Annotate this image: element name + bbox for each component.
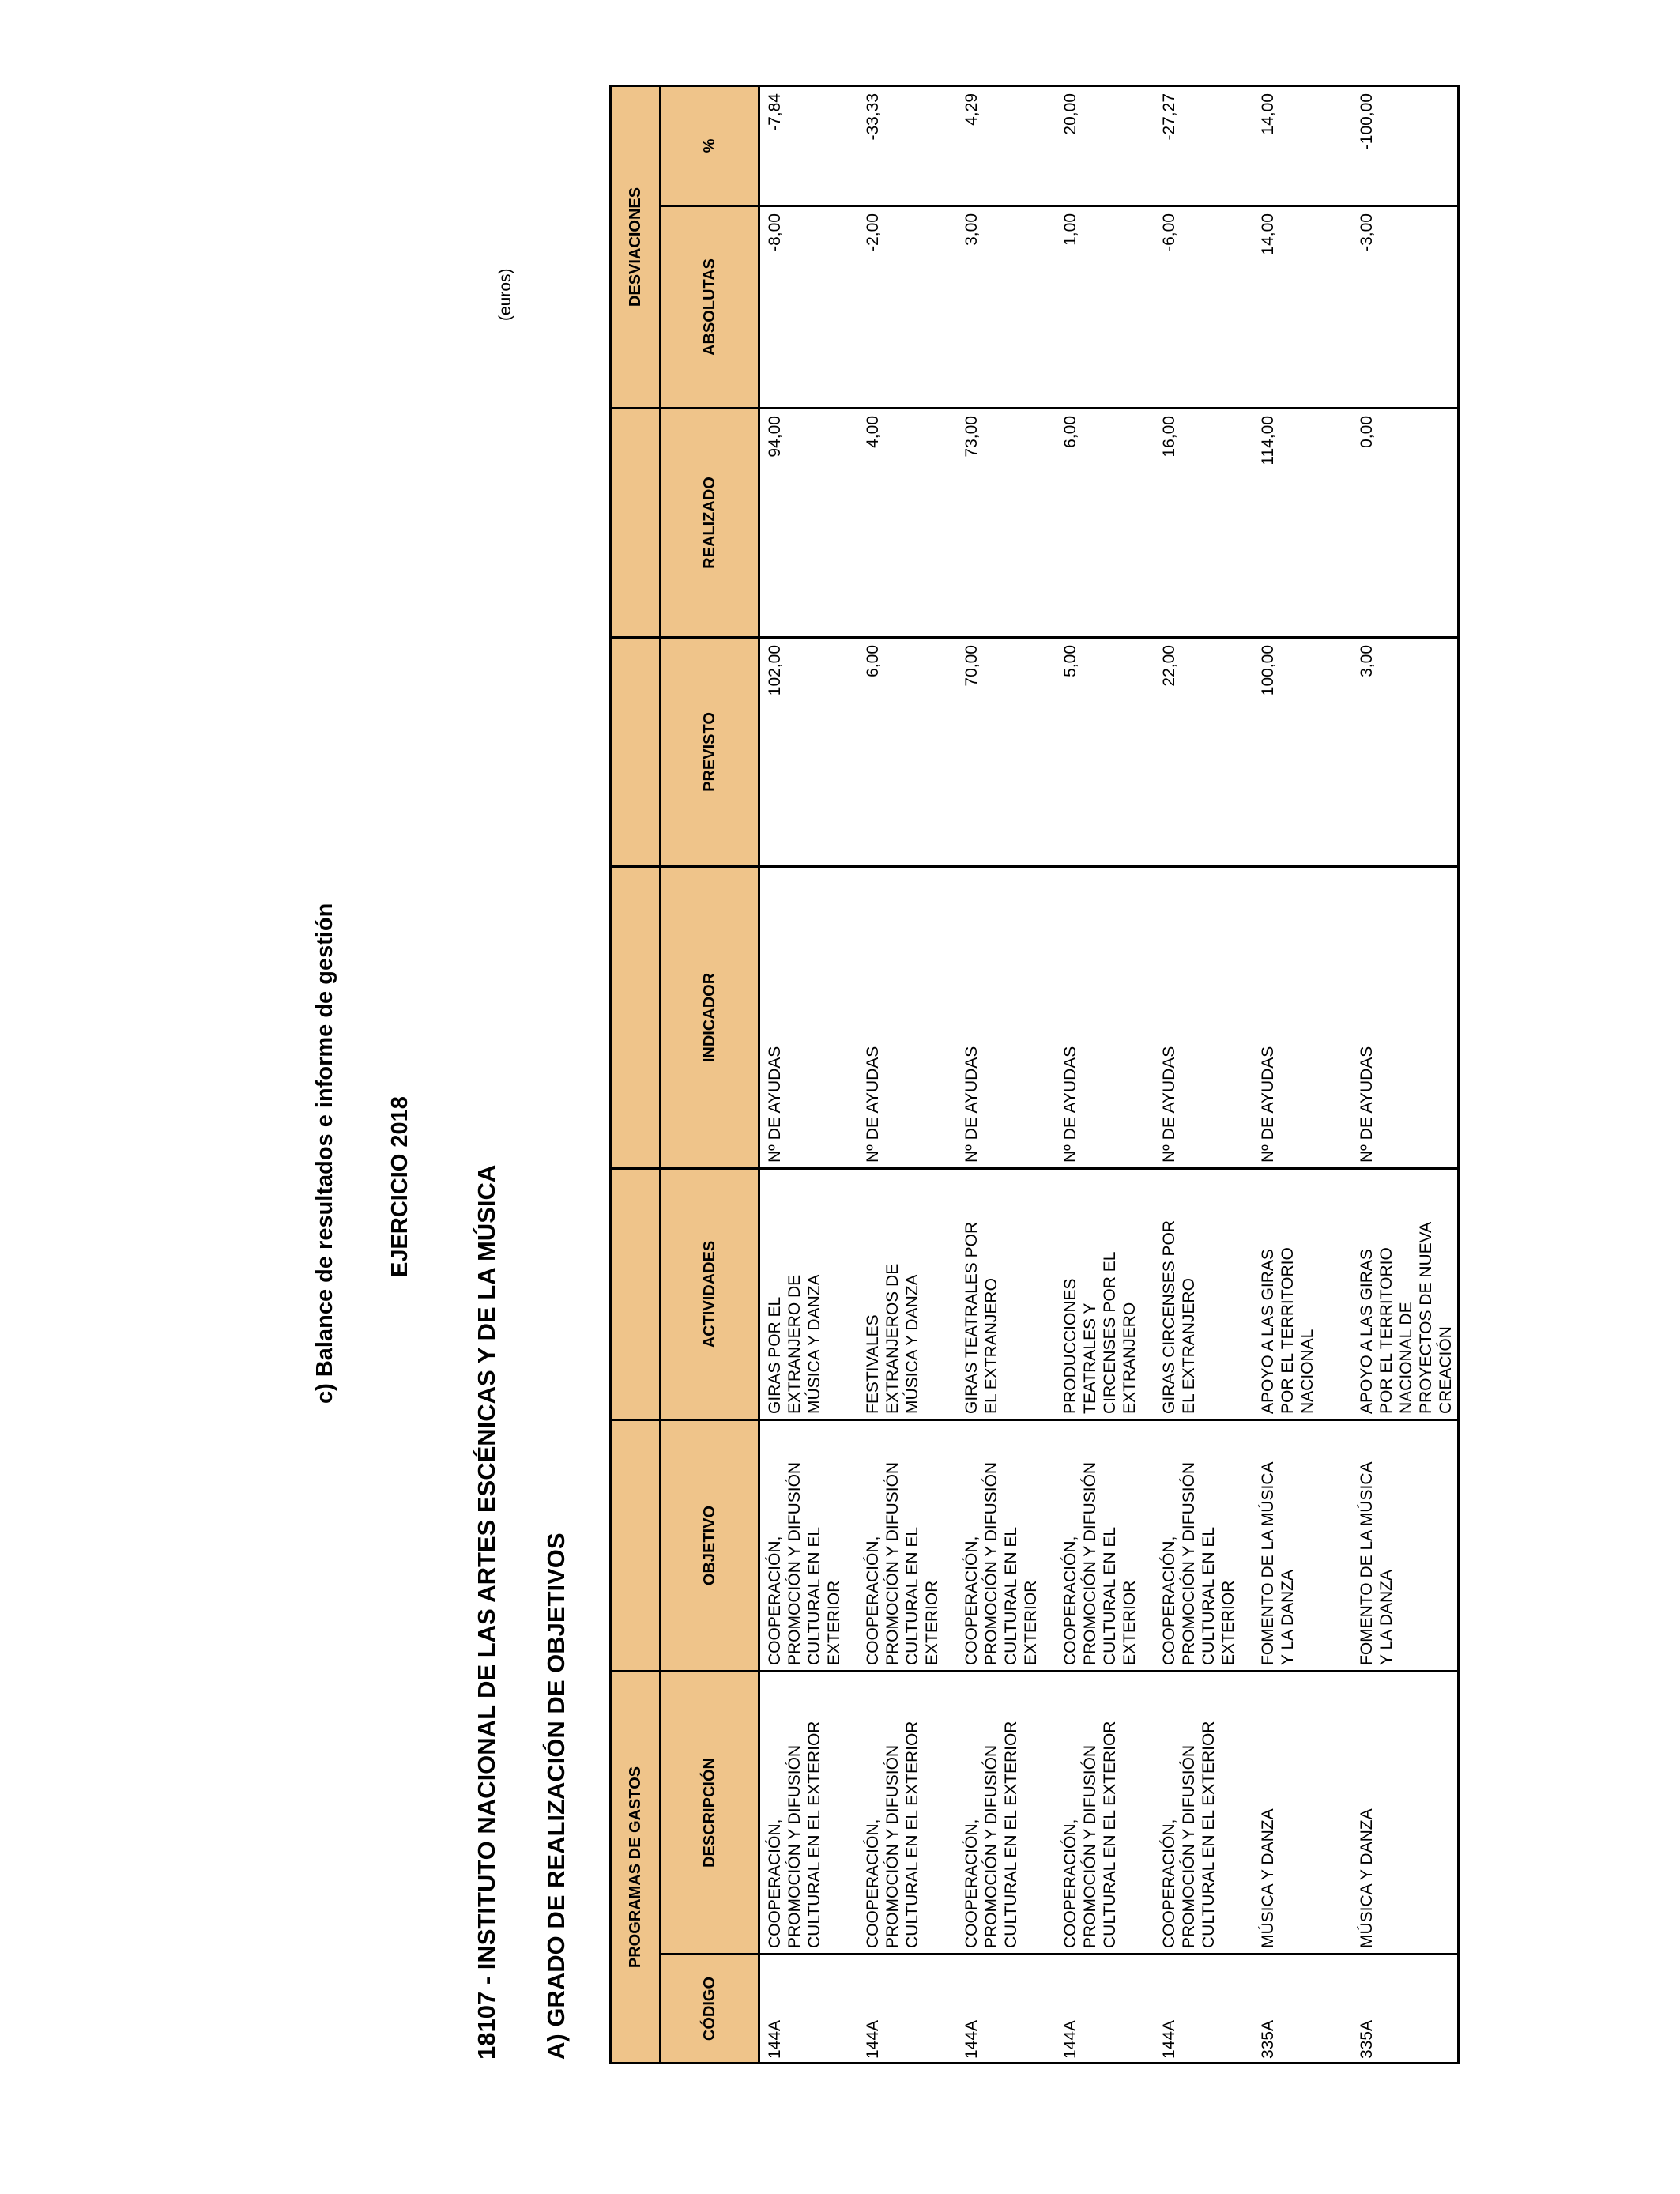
cell-porcentaje: 20,00 [1056, 86, 1155, 206]
table-row [1253, 86, 1352, 2064]
cell-descripcion: COOPERACIÓN, PROMOCIÓN Y DIFUSIÓN CULTURAL EN EL EXTERIOR [1155, 1672, 1253, 1955]
table-row [957, 86, 1056, 2064]
table-row [1352, 86, 1459, 2064]
cell-previsto: 22,00 [1155, 638, 1253, 867]
cell-absolutas: -3,00 [1352, 206, 1459, 409]
cell-porcentaje: -27,27 [1155, 86, 1253, 206]
cell-actividades: APOYO A LAS GIRAS POR EL TERRITORIO NACIONAL [1253, 1169, 1352, 1420]
cell-indicador: Nº DE AYUDAS [957, 867, 1056, 1169]
header-blank-indicador [611, 867, 661, 1169]
cell-realizado: 73,00 [957, 409, 1056, 638]
cell-porcentaje: -7,84 [759, 86, 858, 206]
cell-realizado: 6,00 [1056, 409, 1155, 638]
table-row [1155, 86, 1253, 2064]
cell-objetivo: COOPERACIÓN, PROMOCIÓN Y DIFUSIÓN CULTURAL EN EL EXTERIOR [858, 1420, 957, 1672]
header-indicador: INDICADOR [661, 867, 759, 1169]
cell-porcentaje: -33,33 [858, 86, 957, 206]
cell-indicador: Nº DE AYUDAS [759, 867, 858, 1169]
cell-descripcion: MÚSICA Y DANZA [1352, 1672, 1459, 1955]
cell-realizado: 0,00 [1352, 409, 1459, 638]
entity-title: 18107 - INSTITUTO NACIONAL DE LAS ARTES ESCÉNICAS Y DE LA MÚSICA [473, 1164, 500, 2060]
header-objetivo: OBJETIVO [661, 1420, 759, 1672]
cell-actividades: PRODUCCIONES TEATRALES Y CIRCENSES POR EL EXTRANJERO [1056, 1169, 1155, 1420]
cell-descripcion: COOPERACIÓN, PROMOCIÓN Y DIFUSIÓN CULTURAL EN EL EXTERIOR [1056, 1672, 1155, 1955]
cell-actividades: APOYO A LAS GIRAS POR EL TERRITORIO NACIONAL DE PROYECTOS DE NUEVA CREACIÓN [1352, 1169, 1459, 1420]
cell-realizado: 16,00 [1155, 409, 1253, 638]
cell-porcentaje: 4,29 [957, 86, 1056, 206]
section-title: A) GRADO DE REALIZACIÓN DE OBJETIVOS [542, 1532, 570, 2060]
cell-codigo: 144A [858, 1955, 957, 2064]
cell-objetivo: FOMENTO DE LA MÚSICA Y LA DANZA [1352, 1420, 1459, 1672]
header-group-deviations: DESVIACIONES [611, 86, 661, 409]
cell-previsto: 70,00 [957, 638, 1056, 867]
header-descripcion: DESCRIPCIÓN [661, 1672, 759, 1955]
cell-codigo: 144A [1056, 1955, 1155, 2064]
cell-absolutas: -2,00 [858, 206, 957, 409]
cell-previsto: 5,00 [1056, 638, 1155, 867]
cell-indicador: Nº DE AYUDAS [1253, 867, 1352, 1169]
cell-absolutas: 14,00 [1253, 206, 1352, 409]
cell-previsto: 102,00 [759, 638, 858, 867]
cell-descripcion: MÚSICA Y DANZA [1253, 1672, 1352, 1955]
cell-indicador: Nº DE AYUDAS [1056, 867, 1155, 1169]
table-row [759, 86, 858, 2064]
cell-objetivo: COOPERACIÓN, PROMOCIÓN Y DIFUSIÓN CULTURAL EN EL EXTERIOR [1056, 1420, 1155, 1672]
cell-actividades: GIRAS TEATRALES POR EL EXTRANJERO [957, 1169, 1056, 1420]
header-blank-actividades [611, 1169, 661, 1420]
cell-objetivo: COOPERACIÓN, PROMOCIÓN Y DIFUSIÓN CULTURAL EN EL EXTERIOR [957, 1420, 1056, 1672]
table-row [1056, 86, 1155, 2064]
cell-porcentaje: 14,00 [1253, 86, 1352, 206]
cell-indicador: Nº DE AYUDAS [858, 867, 957, 1169]
header-absolutas: ABSOLUTAS [661, 206, 759, 409]
cell-realizado: 94,00 [759, 409, 858, 638]
header-group-programs: PROGRAMAS DE GASTOS [611, 1672, 661, 2064]
cell-codigo: 144A [1155, 1955, 1253, 2064]
cell-objetivo: COOPERACIÓN, PROMOCIÓN Y DIFUSIÓN CULTURAL EN EL EXTERIOR [1155, 1420, 1253, 1672]
cell-codigo: 144A [759, 1955, 858, 2064]
cell-codigo: 335A [1352, 1955, 1459, 2064]
cell-previsto: 100,00 [1253, 638, 1352, 867]
table-row [858, 86, 957, 2064]
cell-codigo: 335A [1253, 1955, 1352, 2064]
cell-realizado: 4,00 [858, 409, 957, 638]
objectives-table [609, 85, 1460, 2064]
cell-porcentaje: -100,00 [1352, 86, 1459, 206]
document-title: c) Balance de resultados e informe de gestión [312, 903, 337, 1404]
cell-objetivo: FOMENTO DE LA MÚSICA Y LA DANZA [1253, 1420, 1352, 1672]
cell-descripcion: COOPERACIÓN, PROMOCIÓN Y DIFUSIÓN CULTURAL EN EL EXTERIOR [759, 1672, 858, 1955]
cell-indicador: Nº DE AYUDAS [1155, 867, 1253, 1169]
currency-units: (euros) [496, 268, 514, 321]
cell-previsto: 6,00 [858, 638, 957, 867]
cell-absolutas: 1,00 [1056, 206, 1155, 409]
cell-objetivo: COOPERACIÓN, PROMOCIÓN Y DIFUSIÓN CULTURAL EN EL EXTERIOR [759, 1420, 858, 1672]
cell-absolutas: 3,00 [957, 206, 1056, 409]
cell-descripcion: COOPERACIÓN, PROMOCIÓN Y DIFUSIÓN CULTURAL EN EL EXTERIOR [957, 1672, 1056, 1955]
header-blank-realizado [611, 409, 661, 638]
header-previsto: PREVISTO [661, 638, 759, 867]
header-blank-objetivo [611, 1420, 661, 1672]
header-actividades: ACTIVIDADES [661, 1169, 759, 1420]
cell-absolutas: -6,00 [1155, 206, 1253, 409]
cell-realizado: 114,00 [1253, 409, 1352, 638]
cell-actividades: GIRAS POR EL EXTRANJERO DE MÚSICA Y DANZA [759, 1169, 858, 1420]
cell-codigo: 144A [957, 1955, 1056, 2064]
cell-descripcion: COOPERACIÓN, PROMOCIÓN Y DIFUSIÓN CULTURAL EN EL EXTERIOR [858, 1672, 957, 1955]
header-blank-previsto [611, 638, 661, 867]
header-realizado: REALIZADO [661, 409, 759, 638]
cell-actividades: FESTIVALES EXTRANJEROS DE MÚSICA Y DANZA [858, 1169, 957, 1420]
header-codigo: CÓDIGO [661, 1955, 759, 2064]
cell-actividades: GIRAS CIRCENSES POR EL EXTRANJERO [1155, 1169, 1253, 1420]
cell-absolutas: -8,00 [759, 206, 858, 409]
header-porcentaje: % [661, 86, 759, 206]
cell-previsto: 3,00 [1352, 638, 1459, 867]
cell-indicador: Nº DE AYUDAS [1352, 867, 1459, 1169]
fiscal-year: EJERCICIO 2018 [387, 1096, 412, 1277]
